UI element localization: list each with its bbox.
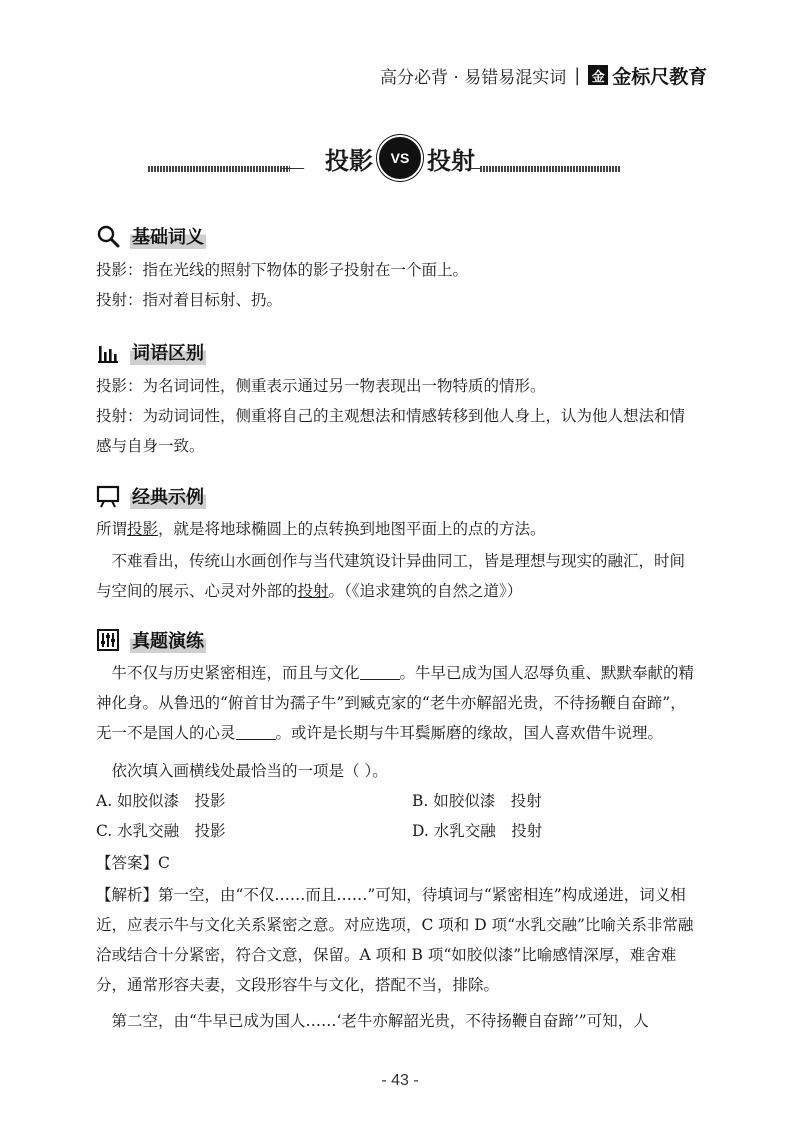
series-title: 高分必背 · 易错易混实词 bbox=[380, 67, 567, 88]
options-row-2 bbox=[96, 816, 700, 846]
brand-logo bbox=[588, 62, 707, 89]
section-basic-label: 基础词义 bbox=[130, 223, 206, 249]
option-c: C. 水乳交融 投影 bbox=[96, 822, 226, 840]
section-distinction-heading bbox=[96, 338, 206, 366]
example-1-keyword: 投影 bbox=[127, 520, 159, 538]
page-header bbox=[380, 60, 707, 90]
section-practice-heading bbox=[96, 626, 206, 654]
header-separator: | bbox=[574, 64, 581, 86]
title-rule-left bbox=[148, 166, 290, 172]
bar-chart-icon bbox=[96, 340, 120, 364]
distinction-2: 投射：为动词词性，侧重将自己的主观想法和情感转移到他人身上，认为他人想法和情感与自身一致。 bbox=[96, 407, 686, 455]
blank-2 bbox=[236, 723, 276, 740]
option-d: D. 水乳交融 投射 bbox=[412, 822, 543, 840]
vs-badge-icon: VS bbox=[379, 137, 421, 179]
distinction-1: 投影：为名词词性，侧重表示通过另一物表现出一物特质的情形。 bbox=[96, 377, 546, 395]
answer: 【答案】C bbox=[96, 854, 170, 872]
title-rule-right bbox=[480, 166, 620, 172]
question-stem: 牛不仅与历史紧密相连，而且与文化 。牛早已成为国人忍辱负重、默默奉献的精神化身。从鲁迅的“俯首甘为孺子牛”到臧克家的“老牛亦解韶光贵，不待扬鞭自奋蹄”，无一不是国人的心灵 。或许是长期与牛耳鬓厮磨的缘故，国人喜欢借牛说理。 bbox=[96, 664, 695, 742]
example-1: 所谓投影，就是将地球椭圆上的点转换到地图平面上的点的方法。 bbox=[96, 520, 546, 538]
analysis-1: 【解析】第一空，由“不仅……而且……”可知，待填词与“紧密相连”构成递进，词义相近，应表示牛与文化关系紧密之意。对应选项，C 项和 D 项“水乳交融”比喻关系非常融洽或结合十分紧密，符合文意，保留。A 项和 B 项“如胶似漆”比喻感情深厚，难舍难分，通常形容夫妻，文段形容牛与文化，搭配不当，排除。 bbox=[96, 886, 694, 994]
blank-1 bbox=[360, 663, 400, 680]
section-practice-label: 真题演练 bbox=[130, 627, 206, 653]
brand-mark-icon: 金 bbox=[588, 65, 608, 85]
example-2-keyword: 投射 bbox=[297, 582, 329, 600]
magnifier-icon bbox=[96, 224, 120, 248]
analysis-2: 第二空，由“牛早已成为国人……‘老牛亦解韶光贵，不待扬鞭自奋蹄’”可知，人 bbox=[111, 1012, 649, 1030]
option-a: A. 如胶似漆 投影 bbox=[96, 792, 226, 810]
title-left-word: 投影 bbox=[325, 145, 373, 175]
section-basic-heading bbox=[96, 222, 206, 250]
title-right-word: 投射 bbox=[427, 145, 475, 175]
option-b: B. 如胶似漆 投射 bbox=[412, 792, 542, 810]
section-distinction-label: 词语区别 bbox=[130, 339, 206, 365]
question-prompt: 依次填入画横线处最恰当的一项是（ ）。 bbox=[111, 762, 388, 780]
equalizer-icon bbox=[96, 628, 120, 652]
page-number: - 43 - bbox=[381, 1072, 419, 1089]
blackboard-icon bbox=[96, 484, 120, 508]
example-2: 不难看出，传统山水画创作与当代建筑设计异曲同工，皆是理想与现实的融汇，时间与空间的展示、心灵对外部的投射。（《追求建筑的自然之道》） bbox=[96, 552, 686, 600]
options-row-1 bbox=[96, 786, 700, 816]
basic-meaning-1: 投影：指在光线的照射下物体的影子投射在一个面上。 bbox=[96, 261, 469, 279]
section-examples-heading bbox=[96, 482, 206, 510]
page-title bbox=[0, 132, 800, 182]
brand-name: 金标尺教育 bbox=[612, 65, 708, 88]
section-examples-label: 经典示例 bbox=[130, 483, 206, 509]
basic-meaning-2: 投射：指对着目标射、扔。 bbox=[96, 291, 283, 309]
